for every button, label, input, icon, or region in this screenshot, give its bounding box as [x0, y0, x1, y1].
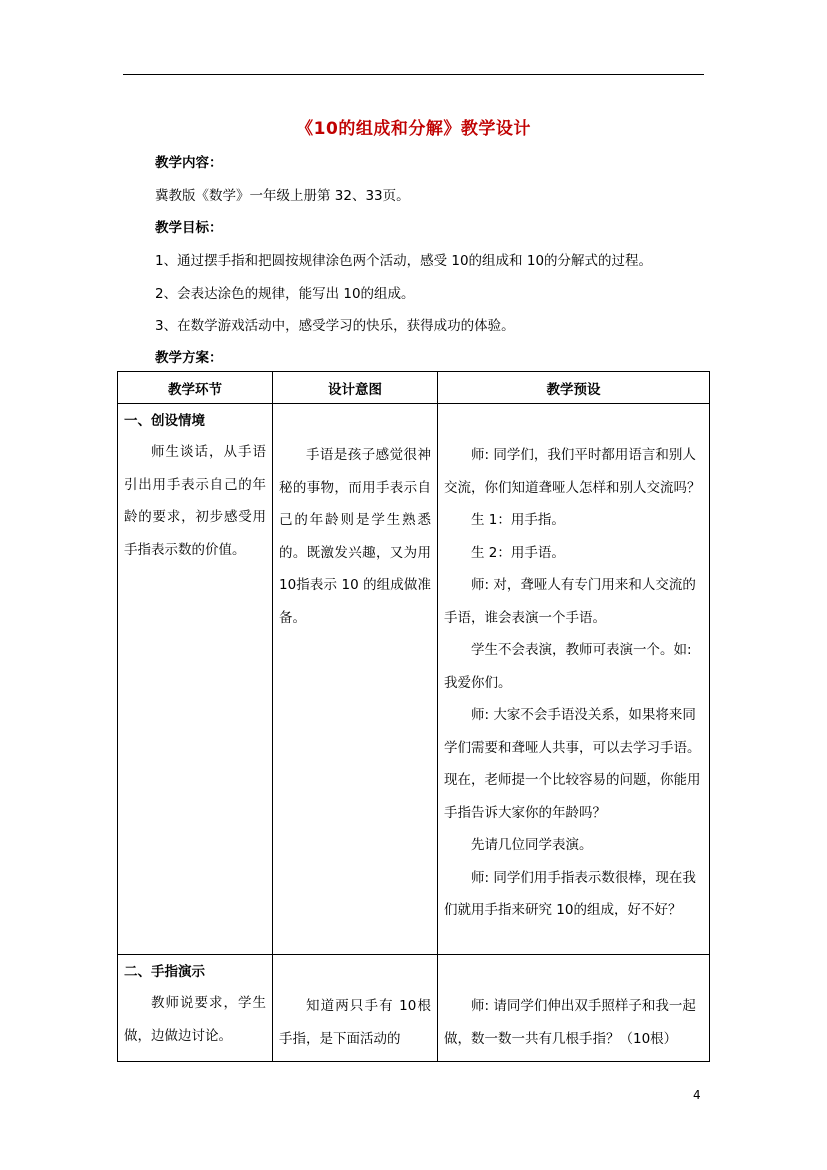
table-row — [118, 404, 710, 955]
content-heading: 教学内容： — [155, 155, 223, 171]
stage-cell — [118, 955, 273, 1062]
goal-item: 3、在数学游戏活动中，感受学习的快乐，获得成功的体验。 — [155, 318, 515, 334]
stage-description: 师生谈话，从手语引出用手表示自己的年龄的要求，初步感受用手指表示数的价值。 — [124, 444, 266, 558]
table-header-row — [118, 372, 710, 404]
stage-description: 教师说要求，学生做，边做边讨论。 — [124, 995, 266, 1044]
preset-paragraph: 师: 大家不会手语没关系，如果将来同学们需要和聋哑人共事，可以去学习手语。现在，老师提一个比较容易的问题，你能用手指告诉大家你的年龄吗？ — [444, 707, 701, 821]
column-header-preset: 教学预设 — [438, 372, 710, 404]
content-text: 冀教版《数学》一年级上册第 32、33页。 — [155, 188, 410, 204]
preset-paragraph: 先请几位同学表演。 — [471, 837, 593, 853]
preset-cell — [438, 955, 710, 1062]
table-row — [118, 955, 710, 1062]
preset-paragraph: 生 2：用手语。 — [471, 544, 565, 561]
goal-item: 1、通过摆手指和把圆按规律涂色两个活动，感受 10的组成和 10的分解式的过程。 — [155, 253, 653, 269]
goal-item: 2、会表达涂色的规律，能写出 10的组成。 — [155, 286, 415, 302]
preset-cell — [438, 404, 710, 955]
section-title: 一、创设情境 — [124, 413, 205, 429]
lesson-plan-table — [117, 371, 710, 1062]
goals-heading: 教学目标： — [155, 220, 223, 236]
preset-paragraph: 师: 对，聋哑人有专门用来和人交流的手语，谁会表演一个手语。 — [444, 577, 696, 626]
stage-cell — [118, 404, 273, 955]
document-title: 《10的组成和分解》教学设计 — [296, 119, 531, 139]
plan-heading: 教学方案： — [155, 350, 223, 366]
purpose-text: 知道两只手有 10根手指，是下面活动的 — [279, 998, 431, 1047]
preset-paragraph: 学生不会表演，教师可表演一个。如: 我爱你们。 — [444, 642, 692, 691]
purpose-cell — [273, 404, 438, 955]
section-title: 二、手指演示 — [124, 964, 205, 980]
preset-paragraph: 师: 请同学们伸出双手照样子和我一起做，数一数一共有几根手指？（10根） — [444, 998, 696, 1047]
preset-paragraph: 师: 同学们用手指表示数很棒，现在我们就用手指来研究 10的组成，好不好？ — [444, 869, 696, 918]
purpose-text: 手语是孩子感觉很神秘的事物，而用手表示自己的年龄则是学生熟悉的。既激发兴趣，又为用 10指表示 10 的组成做准备。 — [279, 447, 431, 626]
header-rule — [123, 74, 704, 75]
preset-paragraph: 师: 同学们，我们平时都用语言和别人交流，你们知道聋哑人怎样和别人交流吗？ — [444, 447, 701, 496]
purpose-cell — [273, 955, 438, 1062]
page-number: 4 — [693, 1088, 701, 1102]
preset-paragraph: 生 1：用手指。 — [471, 512, 565, 528]
column-header-purpose: 设计意图 — [273, 372, 438, 404]
column-header-stage: 教学环节 — [118, 372, 273, 404]
